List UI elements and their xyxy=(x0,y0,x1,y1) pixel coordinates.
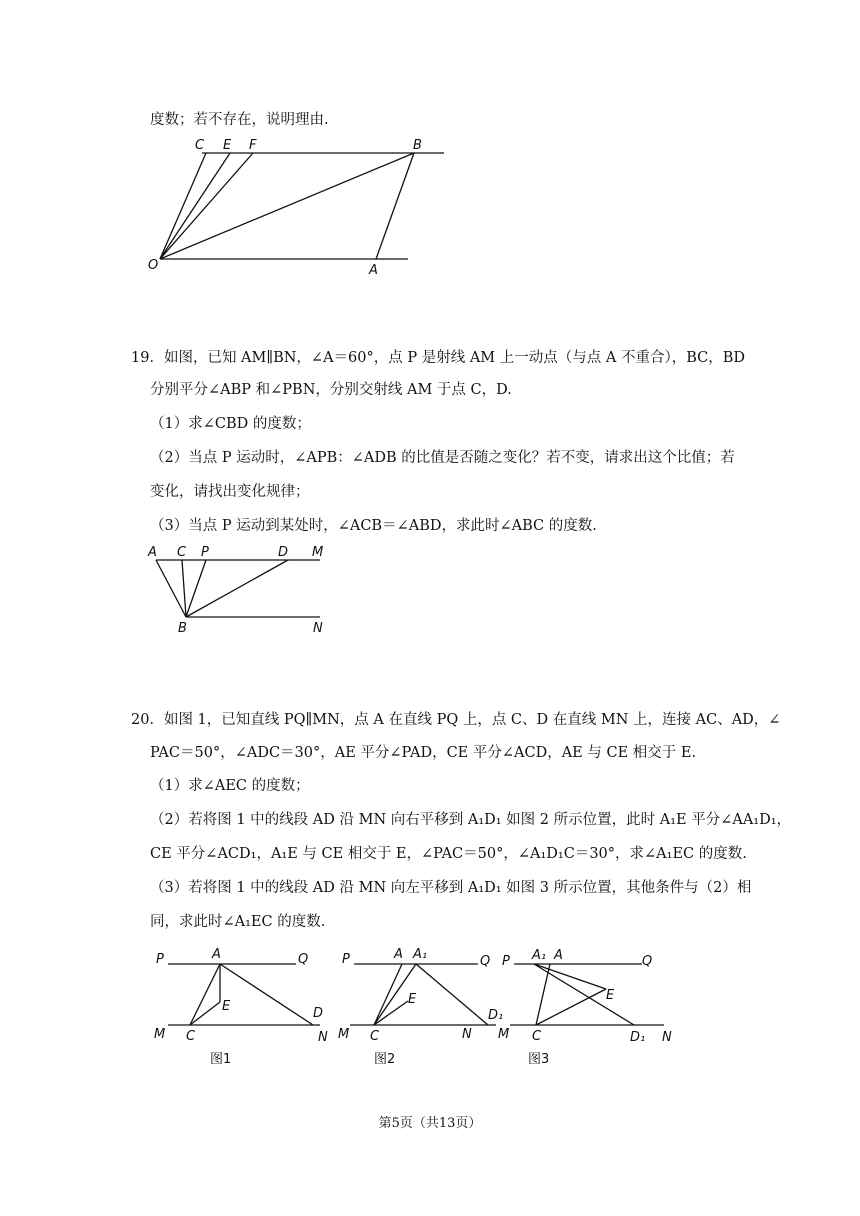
fig20-2-label-a: A xyxy=(394,947,403,962)
q19-part-2: （2）当点 P 运动时，∠APB：∠ADB 的比值是否随之变化？若不变，请求出这个比值；若 xyxy=(150,450,735,466)
q19-part-3: （3）当点 P 运动到某处时，∠ACB＝∠ABD，求此时∠ABC 的度数. xyxy=(150,518,597,534)
q20-part-3b: 同，求此时∠A₁EC 的度数. xyxy=(150,914,326,930)
fig20-1-label-d: D xyxy=(313,1006,324,1021)
fig20-2-label-d1: D₁ xyxy=(488,1008,504,1023)
fig19-label-n: N xyxy=(313,621,323,636)
fig18-label-b: B xyxy=(413,138,422,153)
q19-number: 19． xyxy=(131,350,164,366)
figure-20-3 xyxy=(496,945,691,1070)
fig18-label-c: C xyxy=(195,138,205,153)
fig19-label-p: P xyxy=(201,545,209,560)
fig20-1-label-m: M xyxy=(154,1027,166,1042)
q20-stem-2: PAC＝50°，∠ADC＝30°，AE 平分∠PAD，CE 平分∠ACD，AE 与 CE 相交于 E. xyxy=(150,745,697,761)
fig20-1-label-a: A xyxy=(212,947,221,962)
fig20-3-label-c: C xyxy=(532,1029,542,1044)
fig20-3-label-a: A xyxy=(554,948,563,963)
fig20-1-label-c: C xyxy=(186,1029,196,1044)
fig19-label-m: M xyxy=(312,545,324,560)
fig20-2-label-m: M xyxy=(338,1027,350,1042)
q20-stem-1: 如图 1，已知直线 PQ∥MN，点 A 在直线 PQ 上，点 C、D 在直线 MN 上，连接 AC、AD，∠ xyxy=(163,712,781,728)
q18-tail-text: 度数；若不存在，说明理由. xyxy=(150,112,329,128)
q20-part-2: （2）若将图 1 中的线段 AD 沿 MN 向右平移到 A₁D₁ 如图 2 所示位置，此时 A₁E 平分∠AA₁D₁， xyxy=(150,812,792,828)
q20-number: 20． xyxy=(131,712,164,728)
fig18-label-o: O xyxy=(148,258,159,273)
fig20-1-caption: 图1 xyxy=(210,1052,232,1067)
fig20-2-caption: 图2 xyxy=(374,1052,396,1067)
figure-18 xyxy=(140,132,460,282)
fig20-1-label-p: P xyxy=(156,952,164,967)
fig20-3-label-e: E xyxy=(606,988,615,1003)
fig19-label-c: C xyxy=(177,545,187,560)
fig18-label-e: E xyxy=(223,138,232,153)
fig20-1-label-q: Q xyxy=(298,952,309,967)
fig19-label-d: D xyxy=(278,545,289,560)
q20-line-1 xyxy=(131,710,780,730)
fig20-3-label-p: P xyxy=(502,954,510,969)
fig20-3-label-m: M xyxy=(498,1027,510,1042)
q19-line-1 xyxy=(131,348,745,368)
fig20-2-label-c: C xyxy=(370,1029,380,1044)
q20-part-2b: CE 平分∠ACD₁，A₁E 与 CE 相交于 E，∠PAC＝50°，∠A₁D₁C＝30°，求∠A₁EC 的度数. xyxy=(150,846,747,862)
figure-20-2 xyxy=(336,945,511,1070)
fig20-3-label-d1: D₁ xyxy=(630,1030,646,1045)
q19-stem-1: 如图，已知 AM∥BN，∠A＝60°，点 P 是射线 AM 上一动点（与点 A 不重合），BC，BD xyxy=(163,350,745,366)
fig20-2-label-e: E xyxy=(408,992,417,1007)
q20-part-1: （1）求∠AEC 的度数； xyxy=(150,778,310,794)
fig19-label-a: A xyxy=(148,545,157,560)
fig20-3-label-a1: A₁ xyxy=(532,948,547,963)
fig20-1-label-e: E xyxy=(222,999,231,1014)
q19-part-2b: 变化，请找出变化规律； xyxy=(150,484,310,500)
page-footer: 第5页（共13页） xyxy=(378,1116,482,1131)
q19-stem-2: 分别平分∠ABP 和∠PBN，分别交射线 AM 于点 C，D. xyxy=(150,382,512,398)
fig19-label-b: B xyxy=(178,621,187,636)
q20-part-3: （3）若将图 1 中的线段 AD 沿 MN 向左平移到 A₁D₁ 如图 3 所示位置，其他条件与（2）相 xyxy=(150,880,752,896)
fig20-2-label-a1: A₁ xyxy=(413,947,428,962)
fig20-3-caption: 图3 xyxy=(528,1052,550,1067)
q19-part-1: （1）求∠CBD 的度数； xyxy=(150,416,311,432)
fig20-2-label-q: Q xyxy=(480,954,491,969)
fig20-2-label-n: N xyxy=(462,1027,472,1042)
fig18-label-f: F xyxy=(249,138,257,153)
figure-19 xyxy=(140,540,340,640)
fig20-2-label-p: P xyxy=(342,952,350,967)
figure-20-1 xyxy=(150,945,335,1070)
fig18-label-a: A xyxy=(369,263,378,278)
fig20-1-label-n: N xyxy=(318,1030,328,1045)
fig20-3-label-q: Q xyxy=(642,954,653,969)
fig20-3-label-n: N xyxy=(662,1030,672,1045)
